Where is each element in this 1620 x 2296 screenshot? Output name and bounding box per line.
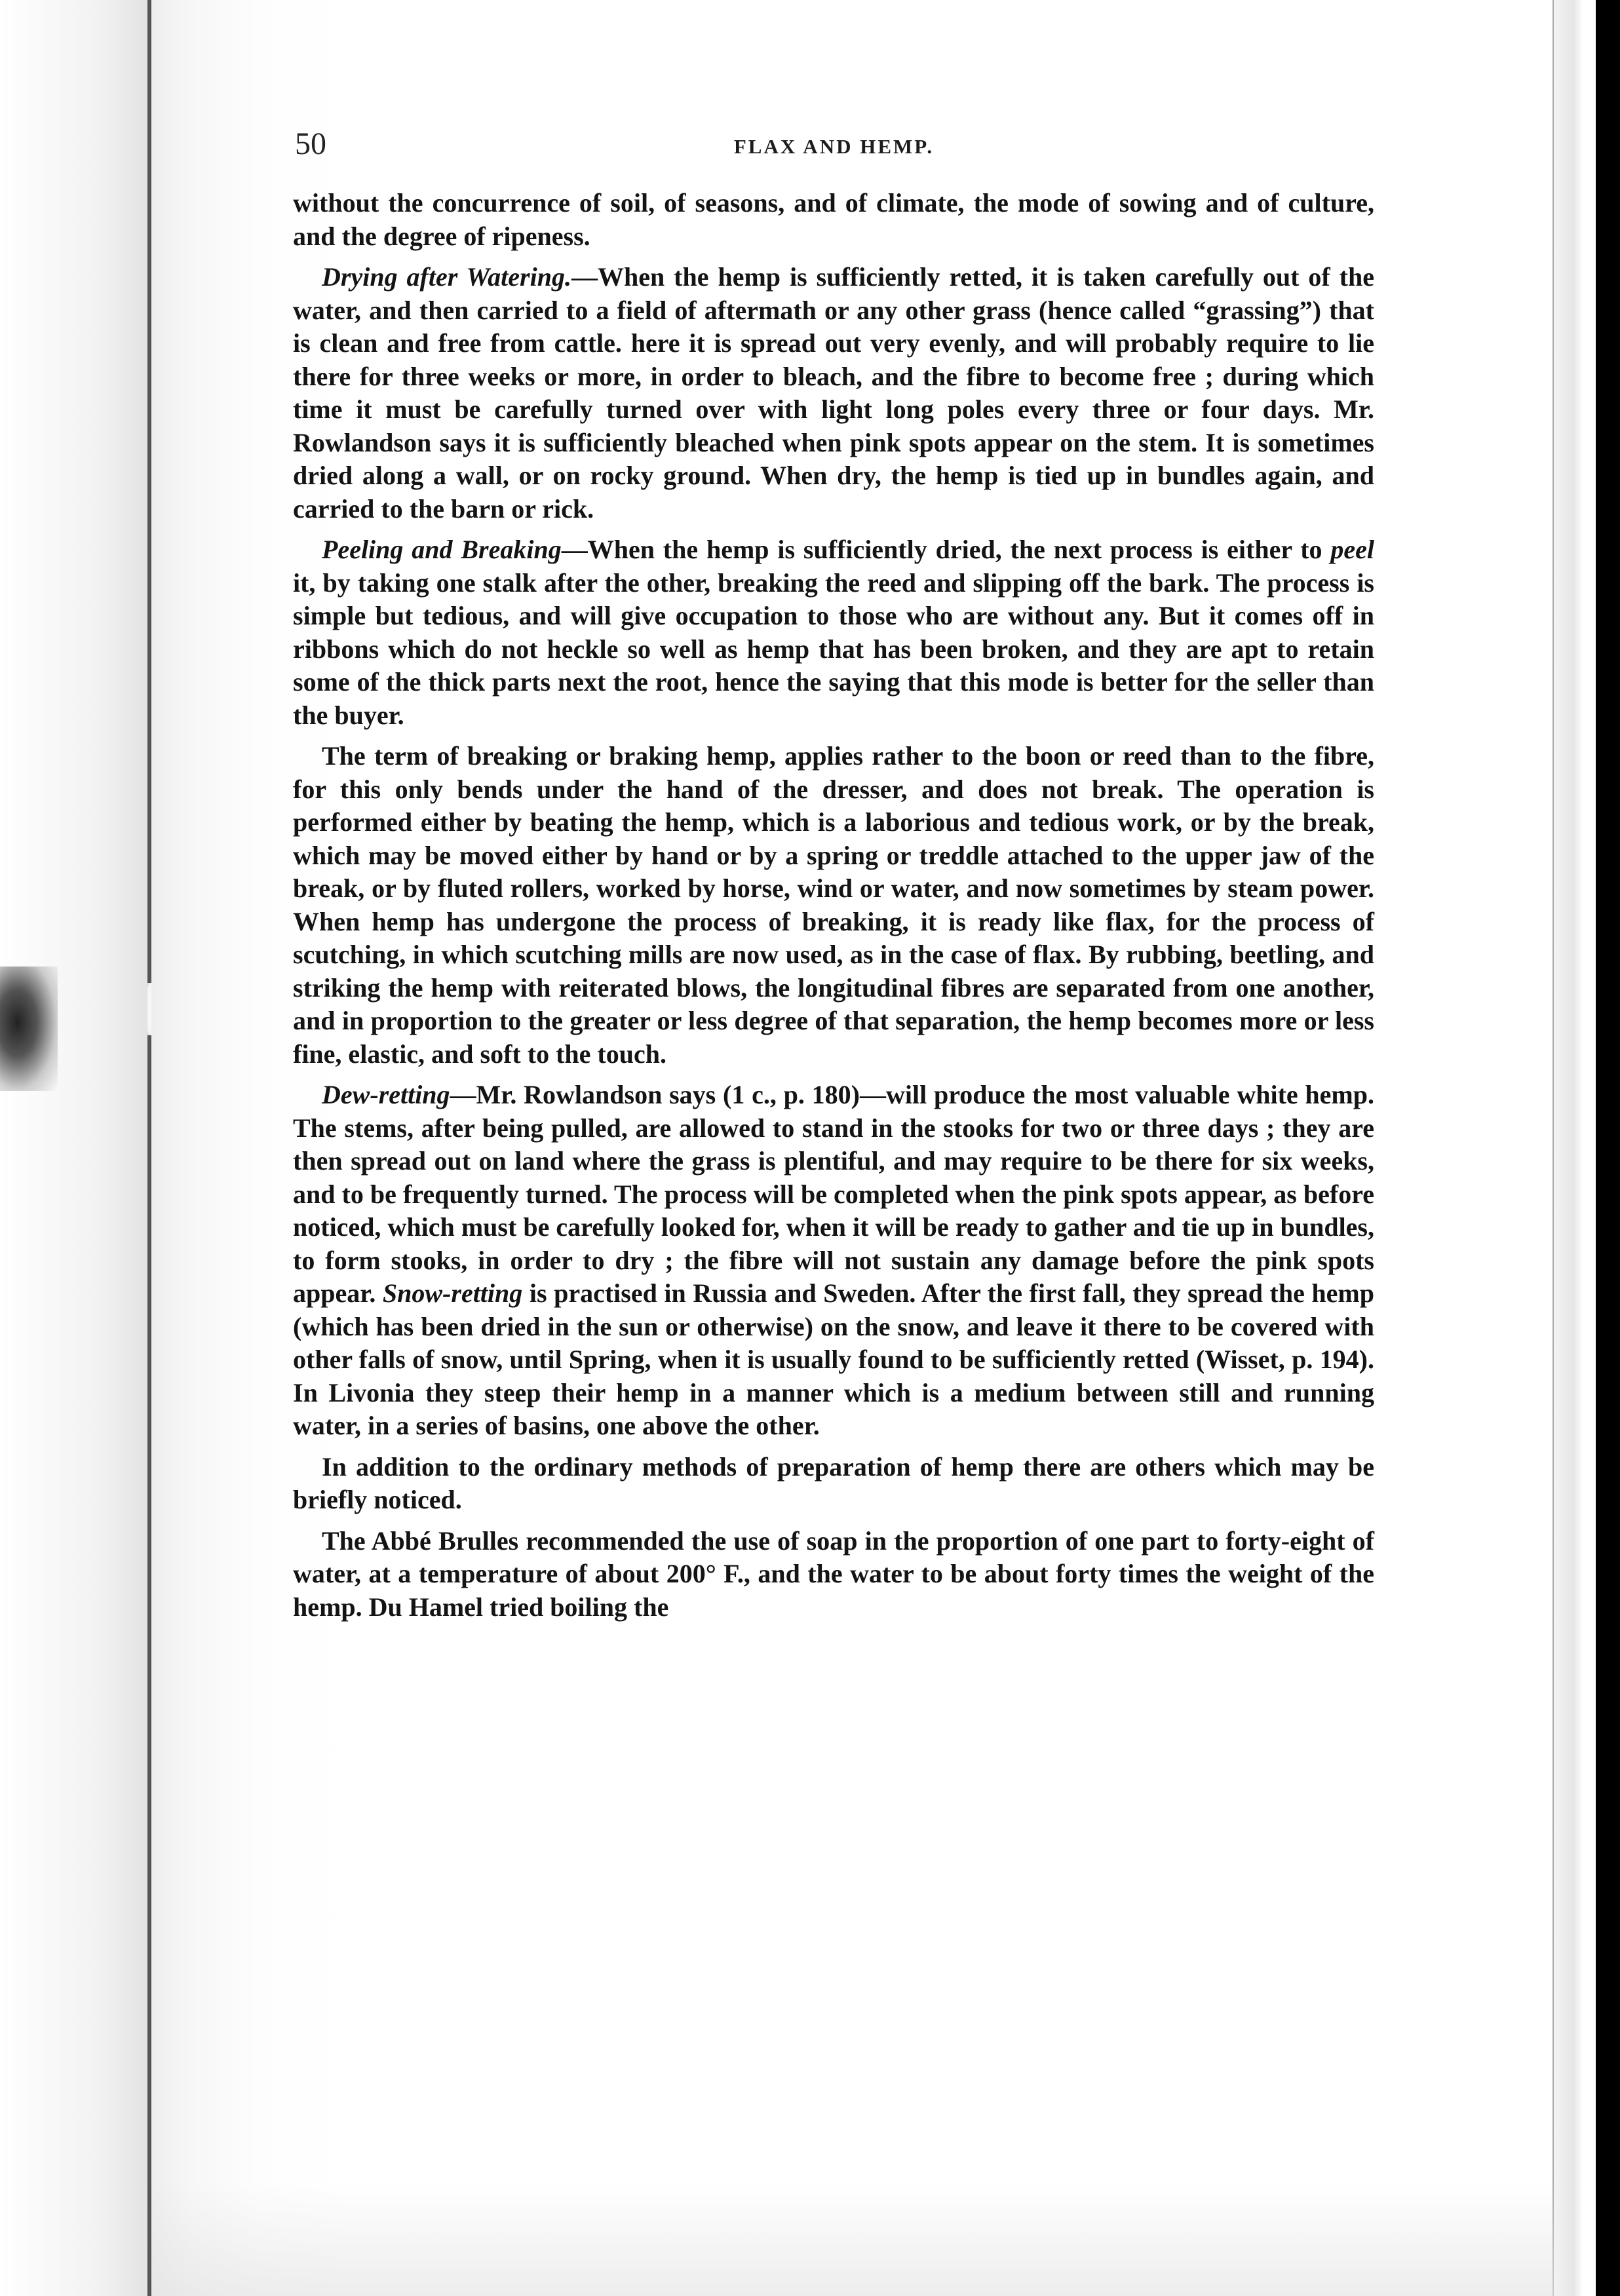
paragraph-drying-after-watering [293, 261, 1374, 526]
paragraph-text: —Mr. Rowlandson says (1 c., p. 180)—will produce the most valuable white hemp. The stems, after being pulled, are allowed to stand in the stooks for two or three days ; they are then spread out on land where the grass is plentiful, and may require to be there for six weeks, and to be frequently turned. The process will be completed when the pink spots appear, as before noticed, which must be carefully looked for, when it will be ready to gather and tie up in bundles, to form stooks, in order to dry ; the fibre will not sustain any damage before the pink spots appear. [293, 1080, 1374, 1308]
running-head: FLAX AND HEMP. [733, 135, 935, 158]
paragraph-continuation [293, 187, 1374, 253]
page-header [295, 118, 1373, 177]
emphasis-text: Snow-retting [382, 1278, 523, 1308]
page-number: 50 [295, 126, 326, 161]
paragraph-text: without the concurrence of soil, of seasons, and of climate, the mode of sowing and of culture, and the degree of ripeness. [293, 188, 1374, 251]
paragraph-text: is practised in Russia and Sweden. After the first fall, they spread the hemp (which has been dried in the sun or otherwise) on the snow, and leave it there to be covered with other falls of snow, until Spring, when it is usually found to be sufficiently retted (Wisset, p. 194). In Livonia they steep their hemp in a manner which is a medium between still and running water, in a series of basins, one above the other. [293, 1278, 1374, 1440]
paragraph-text: it, by taking one stalk after the other, breaking the reed and slipping off the bark. The process is simple but tedious, and will give occupation to those who are without any. But it comes off in ribbons which do not heckle so well as hemp that has been broken, and they are apt to retain some of the thick parts next the root, hence the saying that this mode is better for the seller than the buyer. [293, 567, 1374, 730]
paragraph-other-methods [293, 1451, 1374, 1517]
body-text [293, 187, 1374, 1632]
paragraph-text: —When the hemp is sufficiently retted, it is taken carefully out of the water, and then carried to a field of aftermath or any other grass (hence called “grassing”) that is clean and free from cattle. here it is spread out very evenly, and will probably require to lie there for three weeks or more, in order to bleach, and the fibre to become free ; during which time it must be carefully turned over with light long poles every three or four days. Mr. Rowlandson says it is sufficiently bleached when pink spots appear on the stem. It is sometimes dried along a wall, or on rocky ground. When dry, the hemp is tied up in bundles again, and carried to the barn or rick. [293, 262, 1374, 524]
paragraph-text: The Abbé Brulles recommended the use of soap in the proportion of one part to forty-eight of water, at a temperature of about 200° F., and the water to be about forty times the weight of the hemp. Du Hamel tried boiling the [293, 1525, 1374, 1622]
scan-blemish [0, 966, 58, 1091]
section-heading: Dew-retting [322, 1080, 450, 1109]
paragraph-text: In addition to the ordinary methods of preparation of hemp there are others which may be briefly noticed. [293, 1451, 1374, 1514]
paragraph-text: —When the hemp is sufficiently dried, the next process is either to [561, 535, 1331, 564]
left-page-edge [0, 0, 151, 2296]
section-heading: Drying after Watering. [322, 262, 571, 292]
paragraph-text: The term of breaking or braking hemp, applies rather to the boon or reed than to the fibre, for this only bends under the hand of the dresser, and does not break. The operation is performed either by beating the hemp, which is a laborious and tedious work, or by the break, which may be moved either by hand or by a spring or treddle attached to the upper jaw of the break, or by fluted rollers, worked by horse, wind or water, and now sometimes by steam power. When hemp has undergone the process of breaking, it is ready like flax, for the process of scutching, in which scutching mills are now used, as in the case of flax. By rubbing, beetling, and striking the hemp with reiterated blows, the longitudinal fibres are separated from one another, and in proportion to the greater or less degree of that separation, the hemp becomes more or less fine, elastic, and soft to the touch. [293, 741, 1374, 1069]
section-heading: Peeling and Breaking [322, 535, 562, 564]
paragraph-abbe-brulles [293, 1525, 1374, 1624]
page-bottom-shadow [151, 2182, 1554, 2296]
emphasis-text: peel [1330, 535, 1374, 564]
paragraph-breaking-hemp [293, 740, 1374, 1071]
scan-border-right [1596, 0, 1620, 2296]
paragraph-peeling-and-breaking [293, 533, 1374, 732]
paragraph-dew-retting [293, 1079, 1374, 1443]
